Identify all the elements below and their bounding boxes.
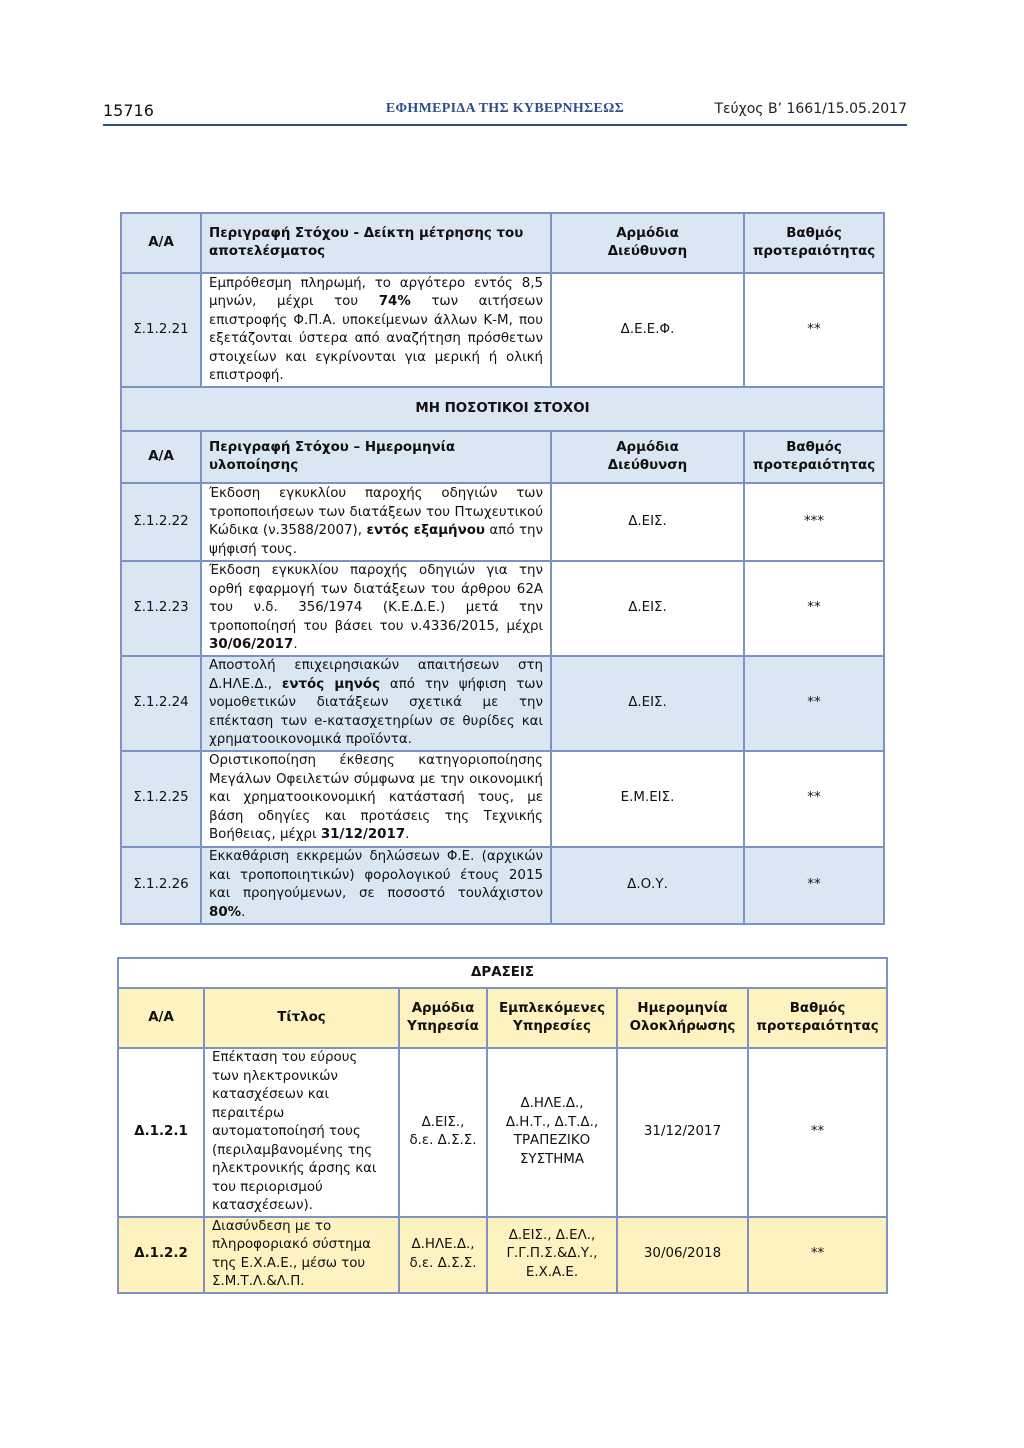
row-priority: ** xyxy=(748,1217,887,1293)
header-priority: Βαθμός προτεραιότητας xyxy=(744,213,884,273)
row-directorate: Δ.Ο.Υ. xyxy=(551,847,744,924)
table-header-row xyxy=(121,431,884,483)
row-id: Σ.1.2.21 xyxy=(121,273,201,387)
header-aa: Α/Α xyxy=(118,988,204,1048)
row-id: Σ.1.2.23 xyxy=(121,561,201,656)
header-aa: Α/Α xyxy=(121,213,201,273)
page-header xyxy=(103,100,907,126)
row-title: Επέκταση του εύρους των ηλεκτρονικών κατασχέσεων και περαιτέρω αυτοματοποίησή τους (περιλαμβανομένης της ηλεκτρονικής άρσης και του περιορισμού κατασχέσεων). xyxy=(204,1048,399,1217)
row-priority: ** xyxy=(744,561,884,656)
row-description: Έκδοση εγκυκλίου παροχής οδηγιών για την ορθή εφαρμογή των διατάξεων του άρθρου 62Α του ν.δ. 356/1974 (Κ.Ε.Δ.Ε.) μετά την τροποποίησή του βάσει του ν.4336/2015, μέχρι 30/06/2017. xyxy=(201,561,551,656)
row-description: Οριστικοποίηση έκθεσης κατηγοριοποίησης Μεγάλων Οφειλετών σύμφωνα με την οικονομική και χρηματοοικονομική κατάστασή τους, με βάση οδηγίες και προτάσεις της Τεχνικής Βοήθειας, μέχρι 31/12/2017. xyxy=(201,751,551,847)
row-priority: *** xyxy=(744,483,884,561)
row-completion-date: 30/06/2018 xyxy=(617,1217,748,1293)
row-responsible-service: Δ.ΕΙΣ., δ.ε. Δ.Σ.Σ. xyxy=(399,1048,487,1217)
row-id: Σ.1.2.22 xyxy=(121,483,201,561)
table-row xyxy=(121,561,884,656)
table-row xyxy=(121,273,884,387)
row-id: Σ.1.2.25 xyxy=(121,751,201,847)
table-row xyxy=(121,751,884,847)
actions-title-row xyxy=(118,958,887,988)
header-directorate: Αρμόδια Διεύθυνση xyxy=(551,431,744,483)
row-id: Σ.1.2.24 xyxy=(121,656,201,751)
header-directorate: Αρμόδια Διεύθυνση xyxy=(551,213,744,273)
section-row xyxy=(121,387,884,431)
row-title: Διασύνδεση με το πληροφοριακό σύστημα της Ε.Χ.Α.Ε., μέσω του Σ.Μ.Τ.Λ.&Λ.Π. xyxy=(204,1217,399,1293)
header-description: Περιγραφή Στόχου – Ημερομηνία υλοποίησης xyxy=(201,431,551,483)
header-completion-date: Ημερομηνία Ολοκλήρωσης xyxy=(617,988,748,1048)
table-row xyxy=(118,1217,887,1293)
page-number: 15716 xyxy=(103,101,154,120)
row-responsible-service: Δ.ΗΛΕ.Δ., δ.ε. Δ.Σ.Σ. xyxy=(399,1217,487,1293)
row-description: Εκκαθάριση εκκρεμών δηλώσεων Φ.Ε. (αρχικών και τροποποιητικών) φορολογικού έτους 2015 και προηγούμενων, σε ποσοστό τουλάχιστον 80%. xyxy=(201,847,551,924)
row-involved-services: Δ.ΗΛΕ.Δ., Δ.Η.Τ., Δ.Τ.Δ., ΤΡΑΠΕΖΙΚΟ ΣΥΣΤΗΜΑ xyxy=(487,1048,617,1217)
row-priority: ** xyxy=(744,656,884,751)
row-directorate: Δ.Ε.Ε.Φ. xyxy=(551,273,744,387)
actions-table xyxy=(117,957,888,1294)
issue-reference: Τεύχος Β’ 1661/15.05.2017 xyxy=(714,101,907,117)
goals-table xyxy=(120,212,885,925)
header-responsible-service: Αρμόδια Υπηρεσία xyxy=(399,988,487,1048)
row-description: Αποστολή επιχειρησιακών απαιτήσεων στη Δ.ΗΛΕ.Δ., εντός μηνός από την ψήφιση των νομοθετικών διατάξεων σχετικά με την επέκταση των e-κατασχετηρίων σε θυρίδες και χρηματοοικονομικά προϊόντα. xyxy=(201,656,551,751)
header-aa: Α/Α xyxy=(121,431,201,483)
gazette-title: ΕΦΗΜΕΡΙΔΑ ΤΗΣ ΚΥΒΕΡΝΗΣΕΩΣ xyxy=(385,101,625,116)
header-description: Περιγραφή Στόχου - Δείκτη μέτρησης του αποτελέσματος xyxy=(201,213,551,273)
row-involved-services: Δ.ΕΙΣ., Δ.ΕΛ., Γ.Γ.Π.Σ.&Δ.Υ., Ε.Χ.Α.Ε. xyxy=(487,1217,617,1293)
actions-title: ΔΡΑΣΕΙΣ xyxy=(118,958,887,988)
row-priority: ** xyxy=(744,847,884,924)
row-directorate: Δ.ΕΙΣ. xyxy=(551,483,744,561)
table-row xyxy=(118,1048,887,1217)
header-title: Τίτλος xyxy=(204,988,399,1048)
row-description: Εμπρόθεσμη πληρωμή, το αργότερο εντός 8,5 μηνών, μέχρι του 74% των αιτήσεων επιστροφής Φ.Π.Α. υποκείμενων άλλων Κ-Μ, που εξετάζονται ύστερα από αναζήτηση πρόσθετων στοιχείων και εγκρίνονται για μερική ή ολική επιστροφή. xyxy=(201,273,551,387)
table-header-row xyxy=(118,988,887,1048)
row-completion-date: 31/12/2017 xyxy=(617,1048,748,1217)
table-row xyxy=(121,847,884,924)
row-directorate: Δ.ΕΙΣ. xyxy=(551,561,744,656)
row-directorate: Ε.Μ.ΕΙΣ. xyxy=(551,751,744,847)
row-id: Σ.1.2.26 xyxy=(121,847,201,924)
header-priority: Βαθμός προτεραιότητας xyxy=(748,988,887,1048)
header-involved-services: Εμπλεκόμενες Υπηρεσίες xyxy=(487,988,617,1048)
row-priority: ** xyxy=(744,751,884,847)
row-priority: ** xyxy=(744,273,884,387)
section-title: ΜΗ ΠΟΣΟΤΙΚΟΙ ΣΤΟΧΟΙ xyxy=(121,387,884,431)
header-priority: Βαθμός προτεραιότητας xyxy=(744,431,884,483)
table-row xyxy=(121,483,884,561)
row-directorate: Δ.ΕΙΣ. xyxy=(551,656,744,751)
row-description: Έκδοση εγκυκλίου παροχής οδηγιών των τροποποιήσεων των διατάξεων του Πτωχευτικού Κώδικα (ν.3588/2007), εντός εξαμήνου από την ψήφισή τους. xyxy=(201,483,551,561)
row-id: Δ.1.2.2 xyxy=(118,1217,204,1293)
table-header-row xyxy=(121,213,884,273)
row-priority: ** xyxy=(748,1048,887,1217)
row-id: Δ.1.2.1 xyxy=(118,1048,204,1217)
table-row xyxy=(121,656,884,751)
